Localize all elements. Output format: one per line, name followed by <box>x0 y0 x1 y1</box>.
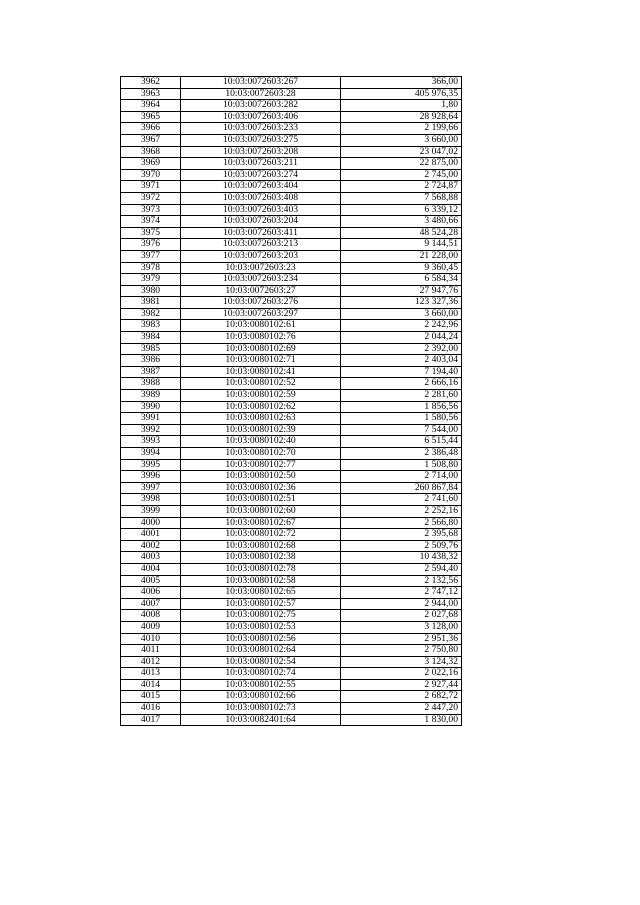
table-row <box>121 332 462 344</box>
cadastral-number-cell: 10:03:0072603:233 <box>181 123 341 135</box>
row-number-cell: 3977 <box>121 250 181 262</box>
value-cell: 9 360,45 <box>341 262 462 274</box>
row-number-cell: 4000 <box>121 517 181 529</box>
value-cell: 2 281,60 <box>341 390 462 402</box>
row-number-cell: 3982 <box>121 308 181 320</box>
cadastral-number-cell: 10:03:0080102:61 <box>181 320 341 332</box>
cadastral-number-cell: 10:03:0080102:51 <box>181 494 341 506</box>
cadastral-number-cell: 10:03:0072603:213 <box>181 239 341 251</box>
row-number-cell: 3973 <box>121 204 181 216</box>
table-row <box>121 703 462 715</box>
cadastral-number-cell: 10:03:0080102:72 <box>181 529 341 541</box>
row-number-cell: 3987 <box>121 366 181 378</box>
row-number-cell: 3992 <box>121 424 181 436</box>
value-cell: 2 386,48 <box>341 448 462 460</box>
value-cell: 48 524,28 <box>341 227 462 239</box>
table-row <box>121 552 462 564</box>
row-number-cell: 3970 <box>121 169 181 181</box>
table-row <box>121 297 462 309</box>
row-number-cell: 4012 <box>121 656 181 668</box>
cadastral-number-cell: 10:03:0082401:64 <box>181 714 341 726</box>
row-number-cell: 3996 <box>121 471 181 483</box>
table-row <box>121 308 462 320</box>
table-row <box>121 448 462 460</box>
table-row <box>121 633 462 645</box>
table-row <box>121 668 462 680</box>
value-cell: 366,00 <box>341 77 462 89</box>
cadastral-number-cell: 10:03:0080102:54 <box>181 656 341 668</box>
row-number-cell: 3990 <box>121 401 181 413</box>
table-row <box>121 134 462 146</box>
row-number-cell: 3974 <box>121 216 181 228</box>
row-number-cell: 3969 <box>121 158 181 170</box>
row-number-cell: 3981 <box>121 297 181 309</box>
row-number-cell: 3986 <box>121 355 181 367</box>
row-number-cell: 3985 <box>121 343 181 355</box>
cadastral-number-cell: 10:03:0080102:41 <box>181 366 341 378</box>
value-cell: 260 867,84 <box>341 482 462 494</box>
cadastral-number-cell: 10:03:0080102:59 <box>181 390 341 402</box>
row-number-cell: 3979 <box>121 274 181 286</box>
cadastral-number-cell: 10:03:0080102:66 <box>181 691 341 703</box>
row-number-cell: 4010 <box>121 633 181 645</box>
table-row <box>121 610 462 622</box>
value-cell: 22 875,00 <box>341 158 462 170</box>
cadastral-number-cell: 10:03:0072603:275 <box>181 134 341 146</box>
value-cell: 2 447,20 <box>341 703 462 715</box>
value-cell: 7 568,88 <box>341 192 462 204</box>
row-number-cell: 3967 <box>121 134 181 146</box>
table-row <box>121 575 462 587</box>
table-row <box>121 401 462 413</box>
value-cell: 7 544,00 <box>341 424 462 436</box>
table-row <box>121 192 462 204</box>
table-row <box>121 216 462 228</box>
table-row <box>121 482 462 494</box>
table-row <box>121 656 462 668</box>
cadastral-number-cell: 10:03:0080102:71 <box>181 355 341 367</box>
cadastral-number-cell: 10:03:0072603:211 <box>181 158 341 170</box>
table-row <box>121 204 462 216</box>
value-cell: 2 594,40 <box>341 563 462 575</box>
row-number-cell: 3978 <box>121 262 181 274</box>
value-cell: 2 747,12 <box>341 587 462 599</box>
table-row <box>121 355 462 367</box>
row-number-cell: 4003 <box>121 552 181 564</box>
value-cell: 21 228,00 <box>341 250 462 262</box>
row-number-cell: 3972 <box>121 192 181 204</box>
row-number-cell: 3966 <box>121 123 181 135</box>
value-cell: 27 947,76 <box>341 285 462 297</box>
value-cell: 3 660,00 <box>341 134 462 146</box>
value-cell: 2 714,00 <box>341 471 462 483</box>
value-cell: 2 509,76 <box>341 540 462 552</box>
value-cell: 2 750,80 <box>341 645 462 657</box>
value-cell: 1 830,00 <box>341 714 462 726</box>
cadastral-number-cell: 10:03:0072603:297 <box>181 308 341 320</box>
value-cell: 123 327,36 <box>341 297 462 309</box>
row-number-cell: 4004 <box>121 563 181 575</box>
value-cell: 2 745,00 <box>341 169 462 181</box>
value-cell: 2 242,96 <box>341 320 462 332</box>
table-row <box>121 181 462 193</box>
cadastral-number-cell: 10:03:0072603:274 <box>181 169 341 181</box>
table-row <box>121 366 462 378</box>
table-row <box>121 239 462 251</box>
table-row <box>121 413 462 425</box>
value-cell: 6 339,12 <box>341 204 462 216</box>
table-row <box>121 529 462 541</box>
table-row <box>121 169 462 181</box>
table-row <box>121 679 462 691</box>
cadastral-number-cell: 10:03:0080102:55 <box>181 679 341 691</box>
table-row <box>121 505 462 517</box>
value-cell: 405 976,35 <box>341 88 462 100</box>
cadastral-number-cell: 10:03:0080102:50 <box>181 471 341 483</box>
table-row <box>121 77 462 89</box>
row-number-cell: 3993 <box>121 436 181 448</box>
cadastral-number-cell: 10:03:0080102:58 <box>181 575 341 587</box>
cadastral-number-cell: 10:03:0080102:73 <box>181 703 341 715</box>
cadastral-number-cell: 10:03:0072603:408 <box>181 192 341 204</box>
row-number-cell: 3975 <box>121 227 181 239</box>
cadastral-number-cell: 10:03:0080102:53 <box>181 621 341 633</box>
cadastral-number-cell: 10:03:0080102:76 <box>181 332 341 344</box>
value-cell: 2 566,80 <box>341 517 462 529</box>
table-row <box>121 123 462 135</box>
value-cell: 2 741,60 <box>341 494 462 506</box>
cadastral-number-cell: 10:03:0080102:60 <box>181 505 341 517</box>
cadastral-number-cell: 10:03:0080102:38 <box>181 552 341 564</box>
value-cell: 3 124,32 <box>341 656 462 668</box>
table-row <box>121 146 462 158</box>
value-cell: 2 927,44 <box>341 679 462 691</box>
value-cell: 6 584,34 <box>341 274 462 286</box>
row-number-cell: 4017 <box>121 714 181 726</box>
cadastral-number-cell: 10:03:0072603:403 <box>181 204 341 216</box>
table-row <box>121 320 462 332</box>
cadastral-number-cell: 10:03:0080102:40 <box>181 436 341 448</box>
row-number-cell: 3999 <box>121 505 181 517</box>
value-cell: 28 928,64 <box>341 111 462 123</box>
value-cell: 2 395,68 <box>341 529 462 541</box>
table-row <box>121 540 462 552</box>
table-row <box>121 111 462 123</box>
value-cell: 3 660,00 <box>341 308 462 320</box>
value-cell: 2 666,16 <box>341 378 462 390</box>
table-row <box>121 390 462 402</box>
cadastral-number-cell: 10:03:0080102:74 <box>181 668 341 680</box>
value-cell: 2 951,36 <box>341 633 462 645</box>
table-row <box>121 645 462 657</box>
table-row <box>121 563 462 575</box>
value-cell: 1 508,80 <box>341 459 462 471</box>
table-row <box>121 88 462 100</box>
cadastral-number-cell: 10:03:0080102:77 <box>181 459 341 471</box>
table-row <box>121 100 462 112</box>
table-body <box>121 77 462 726</box>
cadastral-number-cell: 10:03:0072603:406 <box>181 111 341 123</box>
table-row <box>121 459 462 471</box>
row-number-cell: 3963 <box>121 88 181 100</box>
cadastral-number-cell: 10:03:0072603:234 <box>181 274 341 286</box>
value-cell: 23 047,02 <box>341 146 462 158</box>
value-cell: 2 132,56 <box>341 575 462 587</box>
value-cell: 2 403,04 <box>341 355 462 367</box>
value-cell: 2 724,87 <box>341 181 462 193</box>
table-row <box>121 471 462 483</box>
cadastral-number-cell: 10:03:0072603:411 <box>181 227 341 239</box>
row-number-cell: 3989 <box>121 390 181 402</box>
cadastral-number-cell: 10:03:0080102:69 <box>181 343 341 355</box>
value-cell: 2 944,00 <box>341 598 462 610</box>
cadastral-number-cell: 10:03:0080102:57 <box>181 598 341 610</box>
value-cell: 2 022,16 <box>341 668 462 680</box>
value-cell: 2 682,72 <box>341 691 462 703</box>
cadastral-number-cell: 10:03:0080102:62 <box>181 401 341 413</box>
row-number-cell: 3965 <box>121 111 181 123</box>
table-row <box>121 285 462 297</box>
table-row <box>121 436 462 448</box>
row-number-cell: 3971 <box>121 181 181 193</box>
value-cell: 1 856,56 <box>341 401 462 413</box>
table-row <box>121 691 462 703</box>
row-number-cell: 4005 <box>121 575 181 587</box>
table-row <box>121 621 462 633</box>
cadastral-number-cell: 10:03:0072603:204 <box>181 216 341 228</box>
cadastral-number-cell: 10:03:0072603:27 <box>181 285 341 297</box>
cadastral-number-cell: 10:03:0080102:68 <box>181 540 341 552</box>
table-row <box>121 343 462 355</box>
row-number-cell: 4011 <box>121 645 181 657</box>
row-number-cell: 4002 <box>121 540 181 552</box>
value-cell: 2 199,66 <box>341 123 462 135</box>
row-number-cell: 4006 <box>121 587 181 599</box>
row-number-cell: 3976 <box>121 239 181 251</box>
cadastral-number-cell: 10:03:0072603:267 <box>181 77 341 89</box>
value-cell: 1,80 <box>341 100 462 112</box>
row-number-cell: 3984 <box>121 332 181 344</box>
cadastral-number-cell: 10:03:0080102:39 <box>181 424 341 436</box>
cadastral-number-cell: 10:03:0080102:63 <box>181 413 341 425</box>
row-number-cell: 3968 <box>121 146 181 158</box>
cadastral-number-cell: 10:03:0072603:404 <box>181 181 341 193</box>
cadastral-number-cell: 10:03:0080102:52 <box>181 378 341 390</box>
cadastral-number-cell: 10:03:0072603:282 <box>181 100 341 112</box>
row-number-cell: 3988 <box>121 378 181 390</box>
row-number-cell: 4013 <box>121 668 181 680</box>
value-cell: 9 144,51 <box>341 239 462 251</box>
row-number-cell: 3995 <box>121 459 181 471</box>
cadastral-number-cell: 10:03:0080102:75 <box>181 610 341 622</box>
row-number-cell: 4007 <box>121 598 181 610</box>
cadastral-number-cell: 10:03:0080102:64 <box>181 645 341 657</box>
table-row <box>121 274 462 286</box>
table-row <box>121 587 462 599</box>
row-number-cell: 4008 <box>121 610 181 622</box>
cadastral-number-cell: 10:03:0080102:56 <box>181 633 341 645</box>
table-row <box>121 494 462 506</box>
table-row <box>121 262 462 274</box>
row-number-cell: 3980 <box>121 285 181 297</box>
cadastral-number-cell: 10:03:0080102:78 <box>181 563 341 575</box>
table-row <box>121 598 462 610</box>
row-number-cell: 3962 <box>121 77 181 89</box>
cadastral-number-cell: 10:03:0072603:23 <box>181 262 341 274</box>
table-row <box>121 250 462 262</box>
data-table <box>120 76 462 726</box>
table-row <box>121 227 462 239</box>
row-number-cell: 3998 <box>121 494 181 506</box>
value-cell: 7 194,40 <box>341 366 462 378</box>
cadastral-number-cell: 10:03:0072603:276 <box>181 297 341 309</box>
row-number-cell: 3991 <box>121 413 181 425</box>
cadastral-number-cell: 10:03:0080102:70 <box>181 448 341 460</box>
cadastral-number-cell: 10:03:0072603:203 <box>181 250 341 262</box>
value-cell: 3 480,66 <box>341 216 462 228</box>
cadastral-number-cell: 10:03:0072603:28 <box>181 88 341 100</box>
row-number-cell: 4014 <box>121 679 181 691</box>
cadastral-number-cell: 10:03:0080102:67 <box>181 517 341 529</box>
cadastral-number-cell: 10:03:0072603:208 <box>181 146 341 158</box>
table-row <box>121 714 462 726</box>
row-number-cell: 3994 <box>121 448 181 460</box>
value-cell: 2 252,16 <box>341 505 462 517</box>
cadastral-number-cell: 10:03:0080102:36 <box>181 482 341 494</box>
value-cell: 2 392,00 <box>341 343 462 355</box>
row-number-cell: 4015 <box>121 691 181 703</box>
value-cell: 10 438,32 <box>341 552 462 564</box>
row-number-cell: 3964 <box>121 100 181 112</box>
table-row <box>121 424 462 436</box>
row-number-cell: 4016 <box>121 703 181 715</box>
value-cell: 2 044,24 <box>341 332 462 344</box>
value-cell: 2 027,68 <box>341 610 462 622</box>
cadastral-number-cell: 10:03:0080102:65 <box>181 587 341 599</box>
row-number-cell: 4001 <box>121 529 181 541</box>
table-row <box>121 158 462 170</box>
table-row <box>121 517 462 529</box>
value-cell: 1 580,56 <box>341 413 462 425</box>
table-row <box>121 378 462 390</box>
value-cell: 3 128,00 <box>341 621 462 633</box>
row-number-cell: 3997 <box>121 482 181 494</box>
row-number-cell: 4009 <box>121 621 181 633</box>
value-cell: 6 515,44 <box>341 436 462 448</box>
row-number-cell: 3983 <box>121 320 181 332</box>
